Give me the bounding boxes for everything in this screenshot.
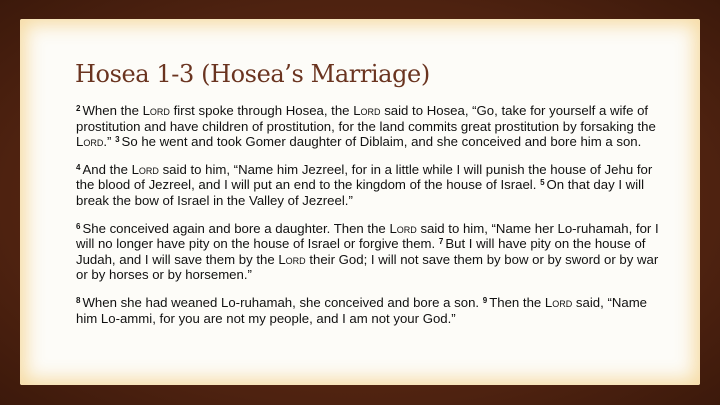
verse-number: 8 [76,295,81,305]
verse-number: 3 [115,135,120,145]
verse-text: their God; I will not save them by bow or by sword or by war or by horses or by horsemen.” [76,251,659,283]
divine-name: Lord [544,294,573,310]
slide-title: Hosea 1-3 (Hosea’s Marriage) [75,60,430,88]
verse-text: So he went and took Gomer daughter of Diblaim, and she conceived and bore him a son. [121,134,642,150]
verse-number: 4 [76,162,81,172]
verse-text: But I will have pity on the house of Judah, and I will save them by the [76,236,646,267]
verse-text: first spoke through Hosea, the [169,103,354,118]
verse-number: 7 [438,237,444,247]
verse-text: When she had weaned Lo-ruhamah, she conceived and bore a son. [82,294,483,310]
divine-name: Lord [353,103,381,118]
verse-number: 9 [482,295,488,305]
verse-number: 6 [76,221,81,231]
verse-number: 2 [76,104,81,113]
verse-text: When the [82,103,143,118]
divine-name: Lord [76,134,104,150]
verse-text: Then the [489,294,545,310]
scripture-paragraph [76,221,660,283]
verse-text: .” [103,134,116,150]
scripture-paragraph [76,103,660,150]
verse-text: said to him, “Name her Lo-ruhamah, for I will no longer have pity on the house of Israel or forgive them. [76,220,659,252]
verse-text: And the [82,161,132,177]
scripture-text [76,103,660,338]
divine-name: Lord [278,251,306,267]
verse-text: On that day I will break the bow of Israel in the Valley of Jezreel.” [76,177,644,208]
verse-text: said to Hosea, “Go, take for yourself a wife of prostitution and have children of prostitution, for the land commits great prostitution by forsaking the [76,103,656,134]
divine-name: Lord [142,103,170,118]
scripture-paragraph [76,295,660,326]
verse-text: said to him, “Name him Jezreel, for in a little while I will punish the house of Jehu for the blood of Jezreel, and I will put an end to the kingdom of the house of Israel. [76,161,653,193]
verse-text: said, “Name him Lo-ammi, for you are not my people, and I am not your God.” [76,294,648,326]
verse-text: She conceived again and bore a daughter. Then the [82,220,390,236]
divine-name: Lord [389,220,417,236]
divine-name: Lord [131,161,159,177]
verse-number: 5 [540,178,545,188]
scripture-paragraph [76,162,660,209]
